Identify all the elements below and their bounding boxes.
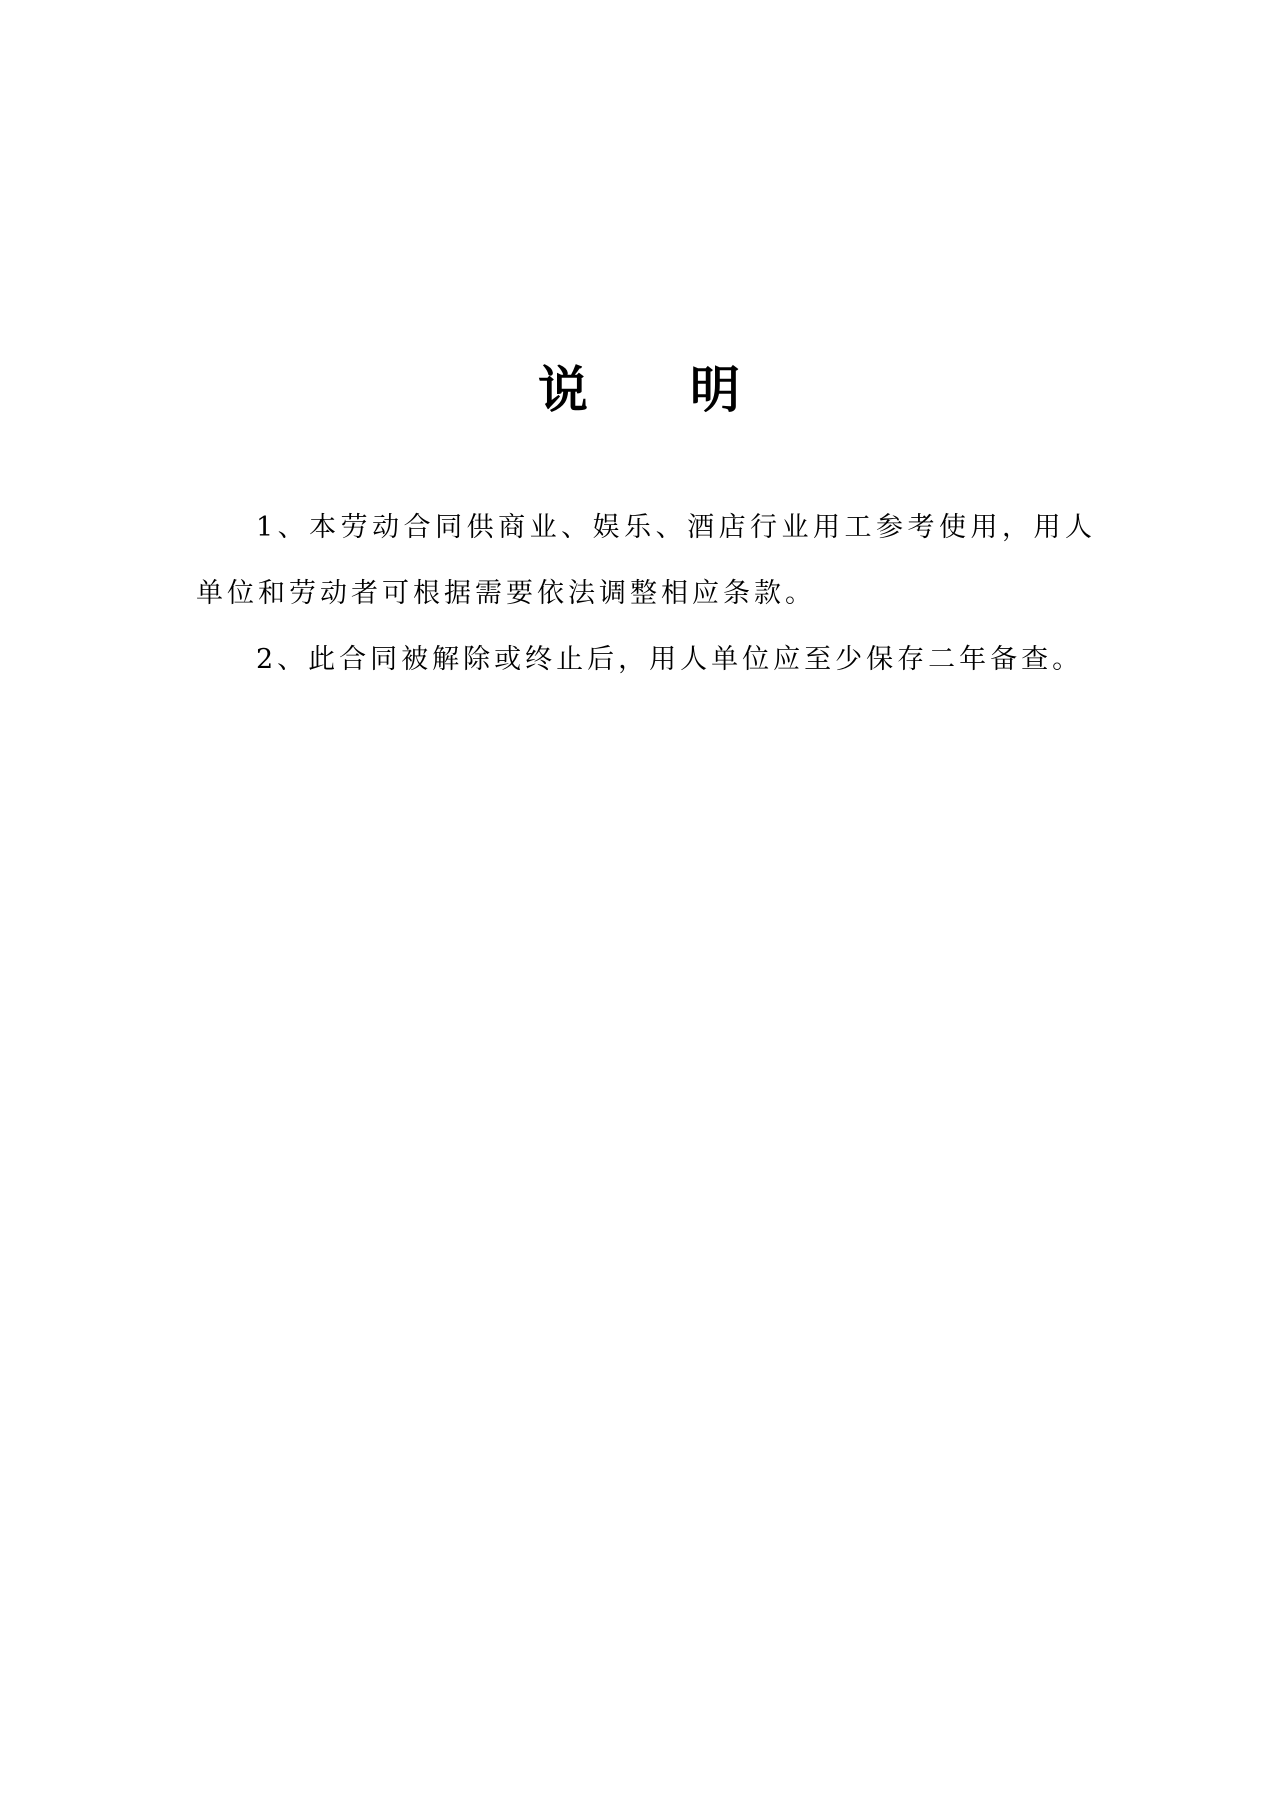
- title-char-1: 说: [538, 361, 590, 419]
- instruction-paragraph-1: 1、本劳动合同供商业、娱乐、酒店行业用工参考使用，用人单位和劳动者可根据需要依法调整相应条款。: [196, 512, 1096, 609]
- instructions-body: [196, 495, 1096, 693]
- title-char-2: 明: [690, 361, 742, 419]
- page-title: [0, 350, 1280, 430]
- instruction-paragraph-2: 2、此合同被解除或终止后，用人单位应至少保存二年备查。: [256, 644, 1084, 675]
